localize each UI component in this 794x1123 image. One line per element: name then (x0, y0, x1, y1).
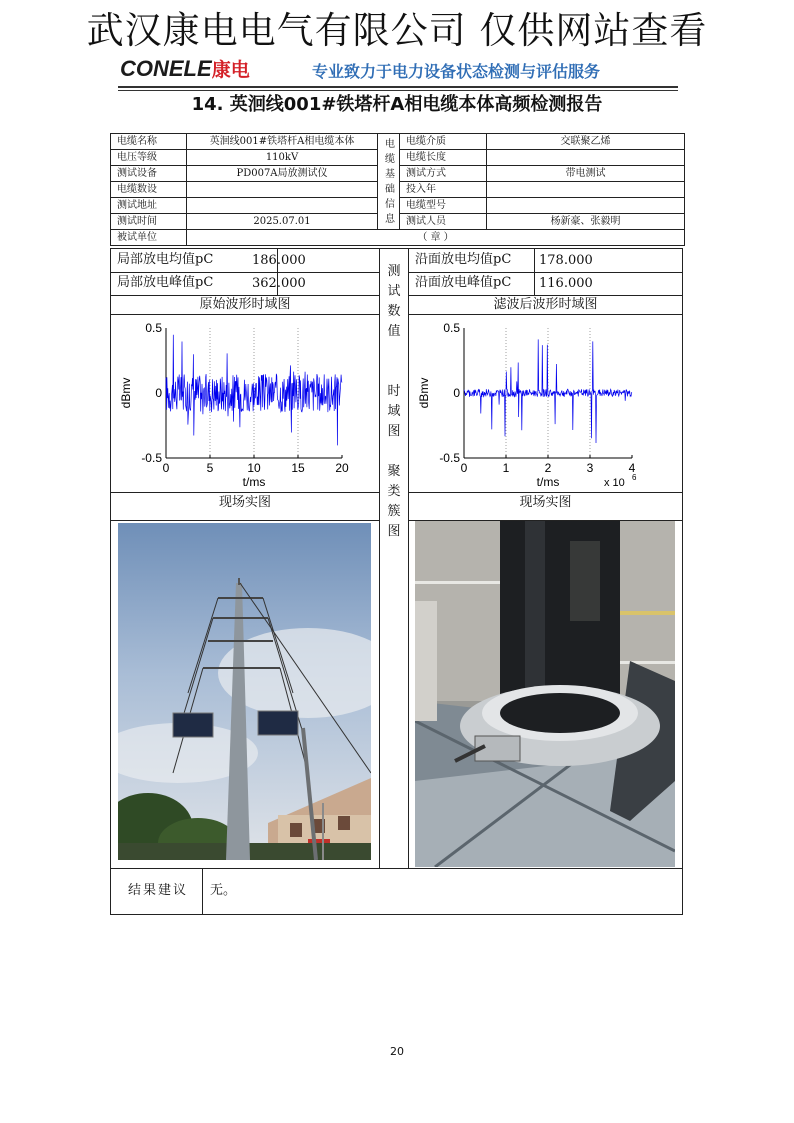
y-tick-label: 0 (155, 386, 162, 400)
medium-value: 交联聚乙烯 (487, 134, 685, 150)
y-axis-label: dBmv (417, 377, 431, 409)
surface-avg-label: 沿面放电均值pC (415, 252, 512, 267)
x-multiplier-label: x 10 (604, 477, 625, 489)
method-value: 带电测试 (487, 166, 685, 182)
pd-peak-value: 362.000 (252, 276, 306, 291)
surface-avg-value: 178.000 (539, 253, 593, 268)
commission-label: 投入年 (400, 182, 487, 198)
length-value (487, 150, 685, 166)
site-photo-title-right: 现场实图 (519, 495, 572, 510)
length-label: 电缆长度 (400, 150, 487, 166)
surface-peak-label: 沿面放电峰值pC (415, 275, 512, 290)
test-time-label: 测试时间 (111, 214, 187, 230)
vertical-label-char: 图 (387, 524, 401, 539)
vertical-label-char: 域 (387, 404, 401, 419)
page-number: 20 (390, 1045, 404, 1058)
vertical-label-char: 时 (387, 384, 401, 399)
raw-waveform-title: 原始波形时域图 (199, 297, 291, 312)
surface-peak-value: 116.000 (539, 276, 593, 291)
cable-info-table (110, 133, 685, 246)
x-axis-label: t/ms (242, 475, 266, 489)
base-info-vertical-label: 电缆基础信息 (378, 134, 400, 230)
logo-text-en: CONELE (120, 56, 212, 81)
x-tick-label: 10 (247, 461, 261, 475)
pd-avg-label: 局部放电均值pC (117, 252, 214, 267)
cable-sensor-photo (415, 521, 675, 867)
address-label: 测试地址 (111, 198, 187, 214)
y-axis-label: dBmv (119, 377, 133, 409)
vertical-label-char: 值 (387, 324, 401, 339)
raw-waveform-chart (112, 316, 378, 491)
cable-name-label: 电缆名称 (111, 134, 187, 150)
address-value (187, 198, 378, 214)
pd-peak-label: 局部放电峰值pC (117, 275, 214, 290)
x-tick-label: 0 (460, 461, 468, 475)
y-tick-label: -0.5 (141, 451, 162, 465)
y-tick-label: 0.5 (443, 321, 460, 335)
medium-label: 电缆介质 (400, 134, 487, 150)
watermark-title: 武汉康电电气有限公司 仅供网站查看 (86, 9, 708, 52)
vertical-label-char: 试 (387, 284, 401, 299)
vertical-label-char: 测 (387, 264, 401, 279)
voltage-label: 电压等级 (111, 150, 187, 166)
x-tick-label: 1 (502, 461, 510, 475)
equipment-label: 测试设备 (111, 166, 187, 182)
unit-label: 被试单位 (111, 230, 187, 246)
x-tick-label: 5 (206, 461, 214, 475)
site-photo-title-left: 现场实图 (218, 495, 271, 510)
result-value: 无。 (210, 883, 237, 898)
model-label: 电缆型号 (400, 198, 487, 214)
x-tick-label: 20 (335, 461, 349, 475)
vertical-label-char: 图 (387, 424, 401, 439)
equipment-value: PD007A局放测试仪 (187, 166, 378, 182)
x-multiplier-exponent: 6 (632, 473, 637, 482)
model-value (487, 198, 685, 214)
voltage-value: 110kV (187, 150, 378, 166)
logo-text-cn: 康电 (211, 60, 250, 81)
y-tick-label: -0.5 (439, 451, 460, 465)
y-tick-label: 0 (453, 386, 460, 400)
cable-count-label: 电缆数设 (111, 182, 187, 198)
waveform-series (166, 335, 342, 446)
header-rule (118, 86, 678, 88)
x-tick-label: 0 (162, 461, 170, 475)
cable-sensor-photo-image (415, 521, 675, 867)
filtered-waveform-chart (410, 316, 681, 491)
vertical-label-char: 聚 (387, 464, 401, 479)
y-tick-label: 0.5 (145, 321, 162, 335)
vertical-label-char: 簇 (387, 504, 401, 519)
tower-photo-image (118, 523, 371, 860)
x-tick-label: 2 (544, 461, 552, 475)
tower-photo (118, 523, 371, 860)
pd-avg-value: 186.000 (252, 253, 306, 268)
x-tick-label: 4 (628, 461, 636, 475)
method-label: 测试方式 (400, 166, 487, 182)
x-tick-label: 15 (291, 461, 305, 475)
cable-count-value (187, 182, 378, 198)
test-time-value: 2025.07.01 (187, 214, 378, 230)
company-slogan: 专业致力于电力设备状态检测与评估服务 (312, 62, 601, 81)
x-axis-label: t/ms (536, 475, 560, 489)
cable-name-value: 英洄线001#铁塔杆A相电缆本体 (187, 134, 378, 150)
header-rule-thin (118, 90, 678, 91)
personnel-value: 杨新豪、张毅明 (487, 214, 685, 230)
x-tick-label: 3 (586, 461, 594, 475)
vertical-label-char: 类 (387, 484, 401, 499)
report-title: 14. 英洄线001#铁塔杆A相电缆本体高频检测报告 (191, 94, 603, 115)
vertical-label-char: 数 (387, 304, 401, 319)
filtered-waveform-title: 滤波后波形时域图 (493, 297, 598, 312)
result-label: 结果建议 (128, 883, 189, 898)
stamp-placeholder: （ 章 ） (187, 230, 685, 246)
personnel-label: 测试人员 (400, 214, 487, 230)
commission-value (487, 182, 685, 198)
company-logo (120, 56, 270, 82)
